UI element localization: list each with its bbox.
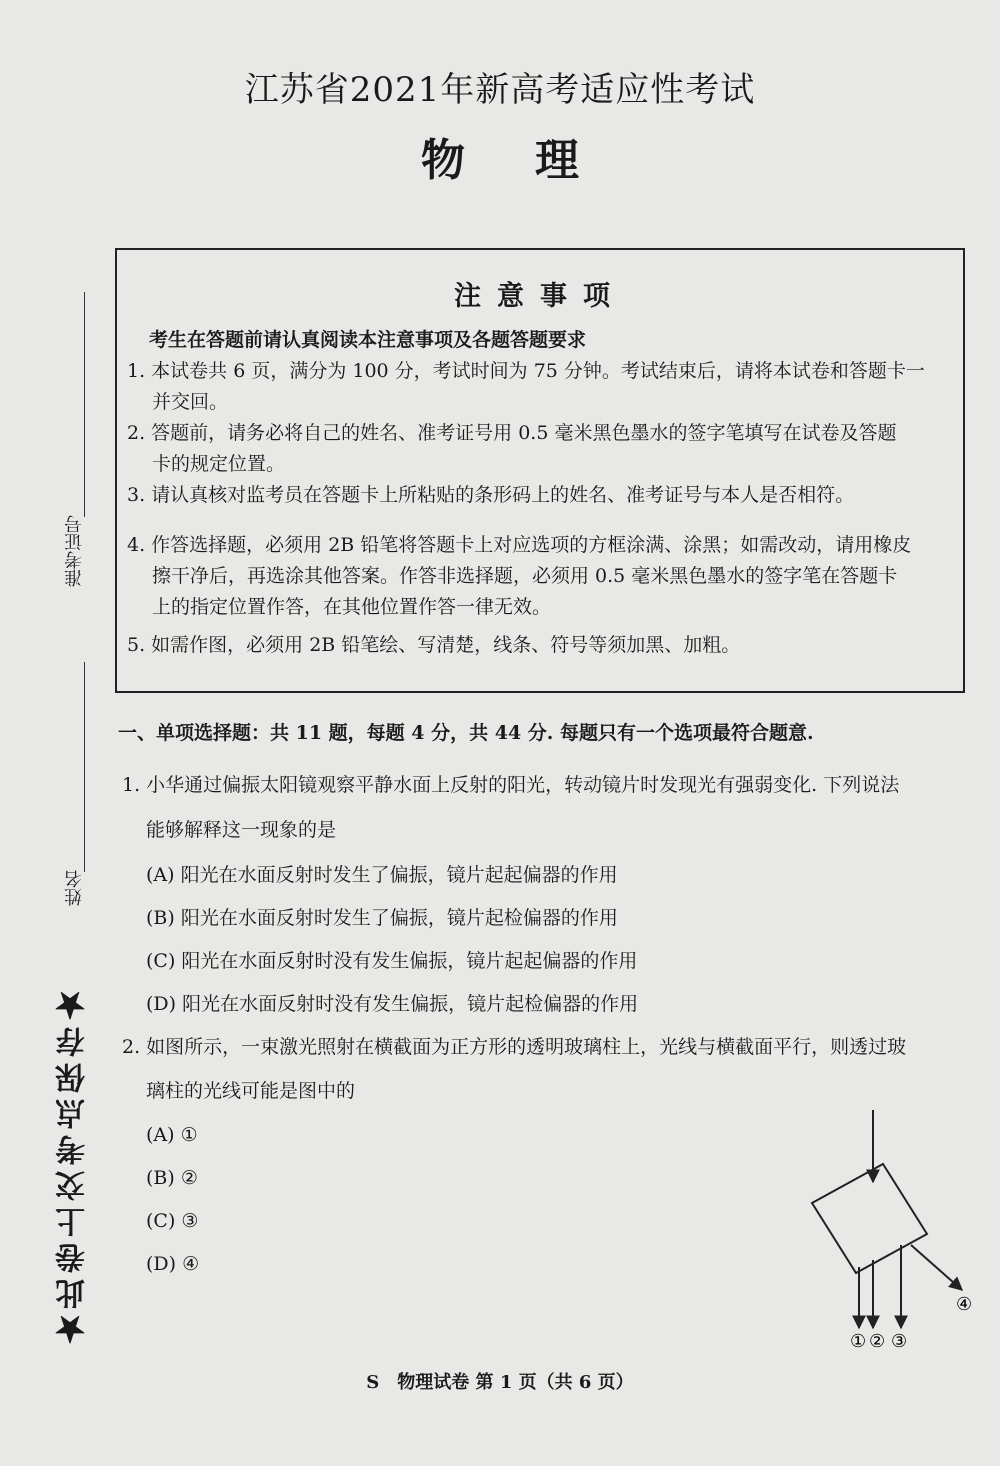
glass-square <box>812 1164 927 1273</box>
notice-box <box>115 248 965 693</box>
exam-title: 江苏省2021年新高考适应性考试 <box>244 70 756 110</box>
notice-item-4-line3: 上的指定位置作答，在其他位置作答一律无效。 <box>152 596 552 618</box>
question-2-option-d: (D) ④ <box>146 1253 200 1275</box>
notice-item-4-line1: 4. 作答选择题，必须用 2B 铅笔将答题卡上对应选项的方框涂满、涂黑；如需改动，请用橡皮 <box>127 534 912 556</box>
notice-item-1-line2: 并交回。 <box>152 391 229 413</box>
section-heading: 一、单项选择题：共 11 题，每题 4 分，共 44 分. 每题只有一个选项最符合题意. <box>118 722 814 744</box>
keep-exam-banner: ★此卷上交考点保存★ <box>56 985 91 1345</box>
ray-label-3: ③ <box>891 1331 908 1350</box>
ray-label-4: ④ <box>956 1294 973 1315</box>
name-line <box>84 662 85 872</box>
glass-prism-figure <box>790 1100 990 1350</box>
id-number-line <box>84 292 85 517</box>
question-1-stem-line2: 能够解释这一现象的是 <box>146 819 337 841</box>
question-1-option-d: (D) 阳光在水面反射时没有发生偏振，镜片起检偏器的作用 <box>146 993 639 1015</box>
id-number-label: 准考证号 <box>64 515 85 587</box>
notice-item-5-line1: 5. 如需作图，必须用 2B 铅笔绘、写清楚，线条、符号等须加黑、加粗。 <box>127 634 741 656</box>
notice-item-5 <box>127 630 957 661</box>
notice-item-2-line1: 2. 答题前，请务必将自己的姓名、准考证号用 0.5 毫米黑色墨水的签字笔填写在试卷及答题 <box>127 422 897 444</box>
question-1-option-b: (B) 阳光在水面反射时发生了偏振，镜片起检偏器的作用 <box>146 907 618 929</box>
ray-label-2: ② <box>869 1331 886 1350</box>
question-1-stem-line1: 1. 小华通过偏振太阳镜观察平静水面上反射的阳光，转动镜片时发现光有强弱变化. 下列说法 <box>122 774 900 796</box>
question-1-option-a: (A) 阳光在水面反射时发生了偏振，镜片起起偏器的作用 <box>146 864 618 886</box>
question-1-option-c: (C) 阳光在水面反射时没有发生偏振，镜片起起偏器的作用 <box>146 950 638 972</box>
notice-item-4-line2: 擦干净后，再选涂其他答案。作答非选择题，必须用 0.5 毫米黑色墨水的签字笔在答题卡 <box>152 565 898 587</box>
notice-item-1-line1: 1. 本试卷共 6 页，满分为 100 分，考试时间为 75 分钟。考试结束后，请将本试卷和答题卡一 <box>127 360 925 382</box>
question-2-option-b: (B) ② <box>146 1167 198 1189</box>
notice-heading: 注意事项 <box>454 281 626 312</box>
notice-item-1 <box>127 356 957 418</box>
ray-label-1: ① <box>850 1331 867 1350</box>
ray-4 <box>911 1245 962 1290</box>
question-2-stem-line2: 璃柱的光线可能是图中的 <box>146 1080 356 1102</box>
name-label: 姓名 <box>64 870 85 906</box>
question-2-option-a: (A) ① <box>146 1124 198 1146</box>
page-footer: S 物理试卷 第 1 页（共 6 页） <box>366 1372 634 1393</box>
subject-title: 物理 <box>421 135 649 186</box>
notice-item-3 <box>127 480 957 511</box>
notice-item-2-line2: 卡的规定位置。 <box>152 453 286 475</box>
notice-item-4 <box>127 530 957 623</box>
question-2-stem-line1: 2. 如图所示，一束激光照射在横截面为正方形的透明玻璃柱上，光线与横截面平行，则透过玻 <box>122 1036 907 1058</box>
notice-item-3-line1: 3. 请认真核对监考员在答题卡上所粘贴的条形码上的姓名、准考证号与本人是否相符。 <box>127 484 855 506</box>
notice-subheading: 考生在答题前请认真阅读本注意事项及各题答题要求 <box>149 329 587 351</box>
question-2-option-c: (C) ③ <box>146 1210 199 1232</box>
notice-item-2 <box>127 418 957 480</box>
